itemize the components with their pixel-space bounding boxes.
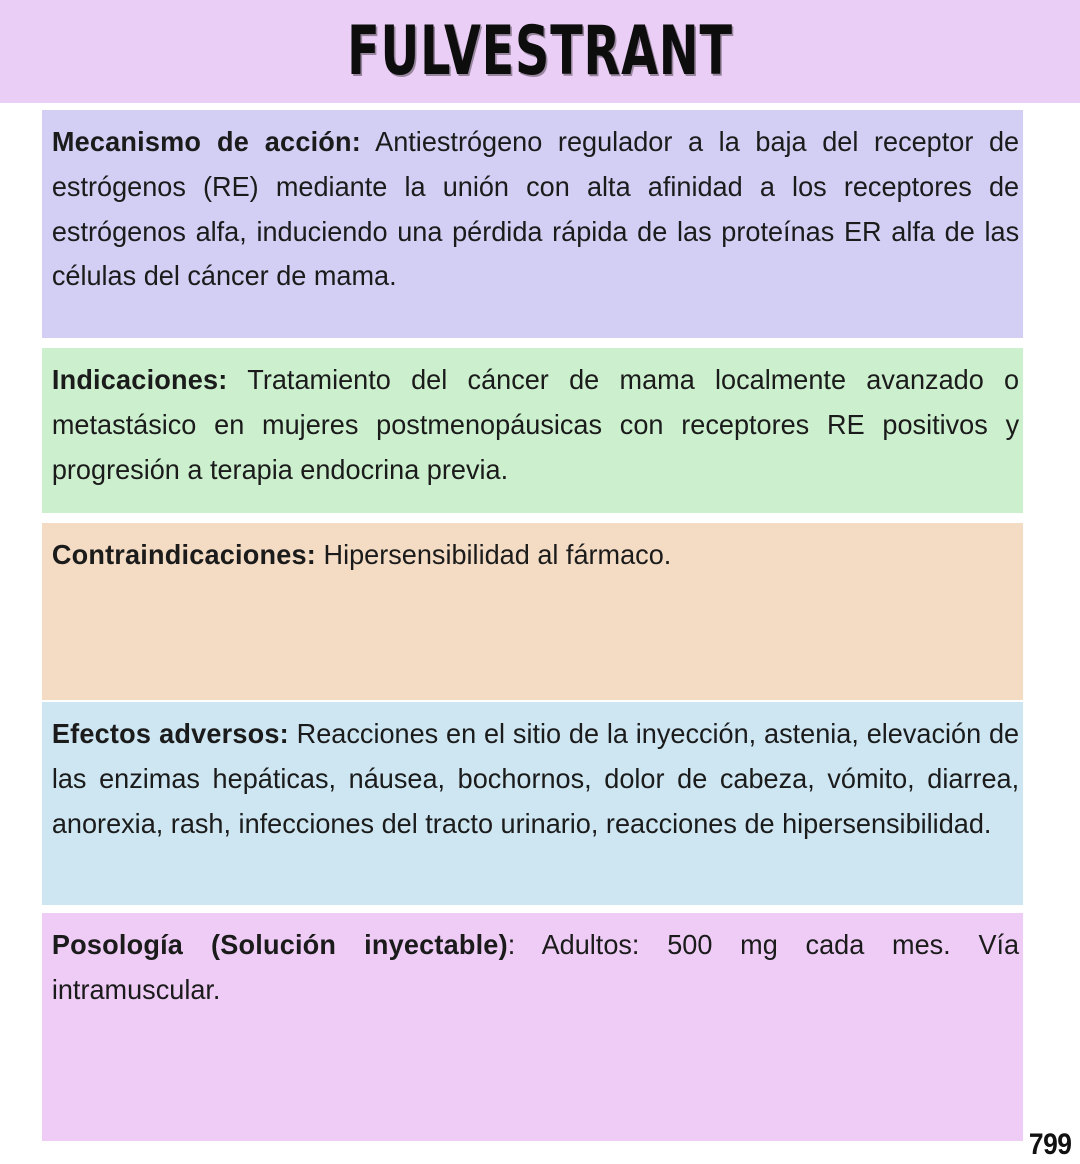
section-label: Efectos adversos: [51,718,289,749]
section-label: Mecanismo de acción: [51,126,362,157]
section-text: : Adultos: 500 mg cada mes. Vía intramuscular. [51,929,1020,1005]
section-text: Hipersensibilidad al fármaco. [323,539,672,570]
section-indicaciones [42,348,1023,513]
section-text: Reacciones en el sitio de la inyección, astenia, elevación de las enzimas hepáticas, náusea, bochornos, dolor de cabeza, vómito, diarrea, anorexia, rash, infecciones del tracto urinario, reacciones de hipersensibilidad. [51,718,1020,839]
section-paragraph [52,533,1019,578]
section-label: Indicaciones: [51,364,228,395]
section-text: Antiestrógeno regulador a la baja del receptor de estrógenos (RE) mediante la unión con alta afinidad a los receptores de estrógenos alfa, induciendo una pérdida rápida de las proteínas ER alfa de las células del cáncer de mama. [51,126,1020,292]
title-banner [0,0,1080,103]
section-paragraph [52,923,1019,1013]
section-text: Tratamiento del cáncer de mama localmente avanzado o metastásico en mujeres postmenopáusicas con receptores RE positivos y progresión a terapia endocrina previa. [51,364,1020,485]
section-label: Contraindicaciones: [51,539,316,570]
section-paragraph [52,712,1019,846]
section-label: Posología (Solución inyectable) [51,929,508,960]
section-paragraph [52,120,1019,299]
section-contraindicaciones [42,523,1023,700]
page-number: 799 [1029,1128,1072,1161]
section-posologia [42,913,1023,1141]
page-title: FULVESTRANT [347,11,733,91]
section-efectos-adversos [42,702,1023,905]
section-mecanismo-de-accion [42,110,1023,338]
section-paragraph [52,358,1019,492]
